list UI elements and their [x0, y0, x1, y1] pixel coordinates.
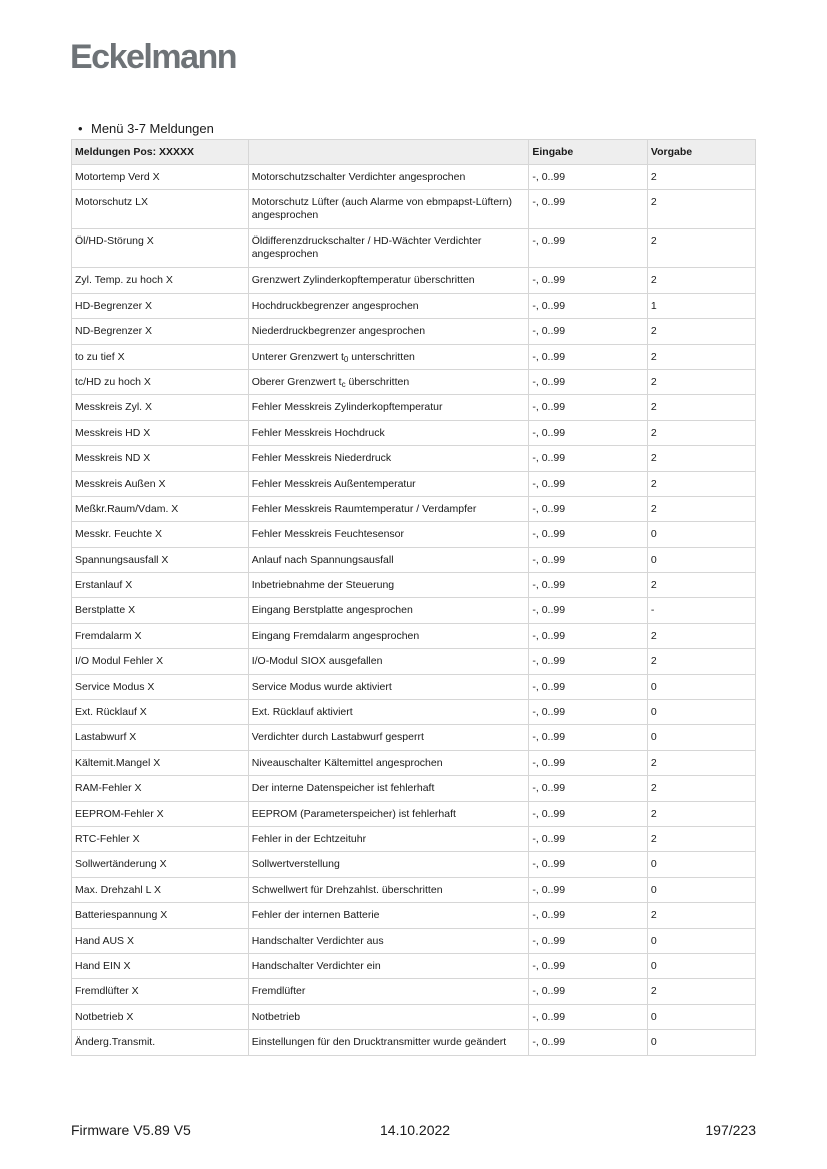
header-cell-default: Vorgabe [647, 140, 755, 165]
cell-message: RAM-Fehler X [72, 776, 249, 801]
cell-input: -, 0..99 [529, 674, 648, 699]
cell-message: Änderg.Transmit. [72, 1030, 249, 1055]
cell-message: Erstanlauf X [72, 573, 249, 598]
cell-default: 2 [647, 750, 755, 775]
table-row [72, 903, 756, 928]
cell-description: Hochdruckbegrenzer angesprochen [248, 293, 529, 318]
cell-description: Grenzwert Zylinderkopftemperatur überschritten [248, 268, 529, 293]
table-row [72, 471, 756, 496]
table-row [72, 877, 756, 902]
cell-description: Niveauschalter Kältemittel angesprochen [248, 750, 529, 775]
subscript: c [341, 379, 346, 389]
cell-description: Fehler Messkreis Außentemperatur [248, 471, 529, 496]
cell-description: Handschalter Verdichter ein [248, 953, 529, 978]
cell-default: 0 [647, 700, 755, 725]
cell-default: 2 [647, 369, 755, 394]
cell-default: 1 [647, 293, 755, 318]
cell-default: 2 [647, 420, 755, 445]
table-row [72, 420, 756, 445]
table-row [72, 1030, 756, 1055]
cell-description: Eingang Berstplatte angesprochen [248, 598, 529, 623]
footer-firmware: Firmware V5.89 V5 [71, 1122, 191, 1138]
subscript: 0 [343, 354, 349, 364]
cell-message: ND-Begrenzer X [72, 319, 249, 344]
cell-default: 2 [647, 649, 755, 674]
cell-input: -, 0..99 [529, 700, 648, 725]
table-row [72, 268, 756, 293]
cell-message: Messkreis Zyl. X [72, 395, 249, 420]
cell-message: Ext. Rücklauf X [72, 700, 249, 725]
cell-input: -, 0..99 [529, 979, 648, 1004]
cell-input: -, 0..99 [529, 852, 648, 877]
cell-description: I/O-Modul SIOX ausgefallen [248, 649, 529, 674]
cell-input: -, 0..99 [529, 471, 648, 496]
cell-description: Fehler der internen Batterie [248, 903, 529, 928]
table-row [72, 395, 756, 420]
cell-description: Oberer Grenzwert $t_c$ überschritten [248, 369, 529, 394]
cell-default: 0 [647, 852, 755, 877]
cell-input: -, 0..99 [529, 598, 648, 623]
header-row [72, 140, 756, 165]
cell-default: 0 [647, 1030, 755, 1055]
cell-input: -, 0..99 [529, 190, 648, 229]
cell-description: Fehler Messkreis Hochdruck [248, 420, 529, 445]
cell-default: 2 [647, 395, 755, 420]
cell-description: Fehler in der Echtzeituhr [248, 826, 529, 851]
cell-message: Berstplatte X [72, 598, 249, 623]
table-row [72, 953, 756, 978]
cell-description: Fehler Messkreis Zylinderkopftemperatur [248, 395, 529, 420]
cell-default: 2 [647, 446, 755, 471]
cell-default: 0 [647, 877, 755, 902]
cell-input: -, 0..99 [529, 319, 648, 344]
cell-message: Max. Drehzahl L X [72, 877, 249, 902]
header-cell-input: Eingabe [529, 140, 648, 165]
cell-input: -, 0..99 [529, 649, 648, 674]
cell-description: Notbetrieb [248, 1004, 529, 1029]
table-row [72, 344, 756, 369]
table-row [72, 801, 756, 826]
cell-input: -, 0..99 [529, 446, 648, 471]
cell-message: RTC-Fehler X [72, 826, 249, 851]
cell-description: Eingang Fremdalarm angesprochen [248, 623, 529, 648]
cell-message: to zu tief X [72, 344, 249, 369]
cell-message: Meßkr.Raum/Vdam. X [72, 496, 249, 521]
table-row [72, 446, 756, 471]
cell-input: -, 0..99 [529, 953, 648, 978]
table-row [72, 165, 756, 190]
cell-input: -, 0..99 [529, 344, 648, 369]
cell-description: Handschalter Verdichter aus [248, 928, 529, 953]
cell-description: EEPROM (Parameterspeicher) ist fehlerhaft [248, 801, 529, 826]
cell-description: Inbetriebnahme der Steuerung [248, 573, 529, 598]
header-cell-position: Meldungen Pos: XXXXX [72, 140, 249, 165]
table-row [72, 573, 756, 598]
table-row [72, 776, 756, 801]
header-cell-description [248, 140, 529, 165]
cell-default: 0 [647, 674, 755, 699]
cell-message: Service Modus X [72, 674, 249, 699]
cell-message: Spannungsausfall X [72, 547, 249, 572]
cell-input: -, 0..99 [529, 268, 648, 293]
cell-default: 2 [647, 165, 755, 190]
table-row [72, 700, 756, 725]
table-row [72, 1004, 756, 1029]
cell-default: 0 [647, 522, 755, 547]
cell-message: Messkreis Außen X [72, 471, 249, 496]
cell-message: Notbetrieb X [72, 1004, 249, 1029]
cell-default: 0 [647, 928, 755, 953]
cell-description: Niederdruckbegrenzer angesprochen [248, 319, 529, 344]
cell-default: 2 [647, 623, 755, 648]
table-row [72, 623, 756, 648]
cell-input: -, 0..99 [529, 496, 648, 521]
bullet: • [78, 121, 83, 136]
table-row [72, 190, 756, 229]
cell-message: Lastabwurf X [72, 725, 249, 750]
cell-default: 2 [647, 319, 755, 344]
cell-input: -, 0..99 [529, 877, 648, 902]
footer-page-number: 197/223 [705, 1122, 756, 1138]
table-row [72, 598, 756, 623]
cell-input: -, 0..99 [529, 725, 648, 750]
cell-default: 2 [647, 471, 755, 496]
table-row [72, 319, 756, 344]
cell-description: Anlauf nach Spannungsausfall [248, 547, 529, 572]
cell-default: 2 [647, 190, 755, 229]
table-body [72, 165, 756, 1056]
cell-input: -, 0..99 [529, 420, 648, 445]
cell-default: 2 [647, 344, 755, 369]
cell-description: Ext. Rücklauf aktiviert [248, 700, 529, 725]
cell-default: 2 [647, 573, 755, 598]
cell-input: -, 0..99 [529, 293, 648, 318]
cell-description: Fehler Messkreis Niederdruck [248, 446, 529, 471]
cell-message: EEPROM-Fehler X [72, 801, 249, 826]
cell-description: Fehler Messkreis Raumtemperatur / Verdampfer [248, 496, 529, 521]
cell-default: 2 [647, 496, 755, 521]
section-title: Menü 3-7 Meldungen [91, 121, 214, 136]
cell-message: Fremdalarm X [72, 623, 249, 648]
cell-message: Motorschutz LX [72, 190, 249, 229]
cell-default: 2 [647, 776, 755, 801]
cell-input: -, 0..99 [529, 801, 648, 826]
table-row [72, 928, 756, 953]
table-row [72, 979, 756, 1004]
cell-description: Der interne Datenspeicher ist fehlerhaft [248, 776, 529, 801]
table-row [72, 369, 756, 394]
cell-message: I/O Modul Fehler X [72, 649, 249, 674]
table-row [72, 725, 756, 750]
cell-input: -, 0..99 [529, 573, 648, 598]
cell-description: Öldifferenzdruckschalter / HD-Wächter Verdichter angesprochen [248, 229, 529, 268]
footer-date: 14.10.2022 [380, 1122, 451, 1138]
cell-default: 2 [647, 903, 755, 928]
company-logo: Eckelmann [70, 38, 237, 76]
cell-input: -, 0..99 [529, 750, 648, 775]
cell-default: 2 [647, 801, 755, 826]
cell-message: Hand AUS X [72, 928, 249, 953]
cell-message: tc/HD zu hoch X [72, 369, 249, 394]
cell-default: 2 [647, 268, 755, 293]
cell-description: Motorschutzschalter Verdichter angesprochen [248, 165, 529, 190]
cell-default: 0 [647, 725, 755, 750]
cell-message: Sollwertänderung X [72, 852, 249, 877]
cell-input: -, 0..99 [529, 229, 648, 268]
cell-input: -, 0..99 [529, 776, 648, 801]
cell-default: 0 [647, 547, 755, 572]
cell-description: Schwellwert für Drehzahlst. überschritten [248, 877, 529, 902]
messages-table [71, 139, 756, 1056]
cell-description: Einstellungen für den Drucktransmitter wurde geändert [248, 1030, 529, 1055]
table-row [72, 547, 756, 572]
table-row [72, 674, 756, 699]
cell-input: -, 0..99 [529, 826, 648, 851]
cell-message: Messkr. Feuchte X [72, 522, 249, 547]
table-row [72, 229, 756, 268]
cell-message: Messkreis HD X [72, 420, 249, 445]
cell-default: - [647, 598, 755, 623]
cell-message: HD-Begrenzer X [72, 293, 249, 318]
cell-description: Motorschutz Lüfter (auch Alarme von ebmpapst-Lüftern) angesprochen [248, 190, 529, 229]
cell-message: Zyl. Temp. zu hoch X [72, 268, 249, 293]
cell-message: Fremdlüfter X [72, 979, 249, 1004]
cell-default: 0 [647, 1004, 755, 1029]
table-row [72, 649, 756, 674]
cell-input: -, 0..99 [529, 623, 648, 648]
cell-default: 2 [647, 979, 755, 1004]
table-row [72, 826, 756, 851]
cell-description: Unterer Grenzwert $t_0$ unterschritten [248, 344, 529, 369]
cell-message: Motortemp Verd X [72, 165, 249, 190]
cell-message: Kältemit.Mangel X [72, 750, 249, 775]
table-row [72, 496, 756, 521]
cell-input: -, 0..99 [529, 522, 648, 547]
cell-description: Service Modus wurde aktiviert [248, 674, 529, 699]
cell-input: -, 0..99 [529, 928, 648, 953]
cell-description: Verdichter durch Lastabwurf gesperrt [248, 725, 529, 750]
cell-input: -, 0..99 [529, 369, 648, 394]
cell-input: -, 0..99 [529, 547, 648, 572]
cell-input: -, 0..99 [529, 903, 648, 928]
cell-message: Messkreis ND X [72, 446, 249, 471]
cell-default: 2 [647, 826, 755, 851]
cell-description: Sollwertverstellung [248, 852, 529, 877]
table-row [72, 522, 756, 547]
cell-message: Öl/HD-Störung X [72, 229, 249, 268]
table-row [72, 293, 756, 318]
cell-description: Fremdlüfter [248, 979, 529, 1004]
table-row [72, 750, 756, 775]
cell-message: Batteriespannung X [72, 903, 249, 928]
cell-message: Hand EIN X [72, 953, 249, 978]
table-header [72, 140, 756, 165]
section-heading [78, 121, 214, 136]
cell-input: -, 0..99 [529, 1030, 648, 1055]
cell-input: -, 0..99 [529, 1004, 648, 1029]
cell-description: Fehler Messkreis Feuchtesensor [248, 522, 529, 547]
cell-input: -, 0..99 [529, 165, 648, 190]
table-row [72, 852, 756, 877]
cell-input: -, 0..99 [529, 395, 648, 420]
cell-default: 0 [647, 953, 755, 978]
cell-default: 2 [647, 229, 755, 268]
